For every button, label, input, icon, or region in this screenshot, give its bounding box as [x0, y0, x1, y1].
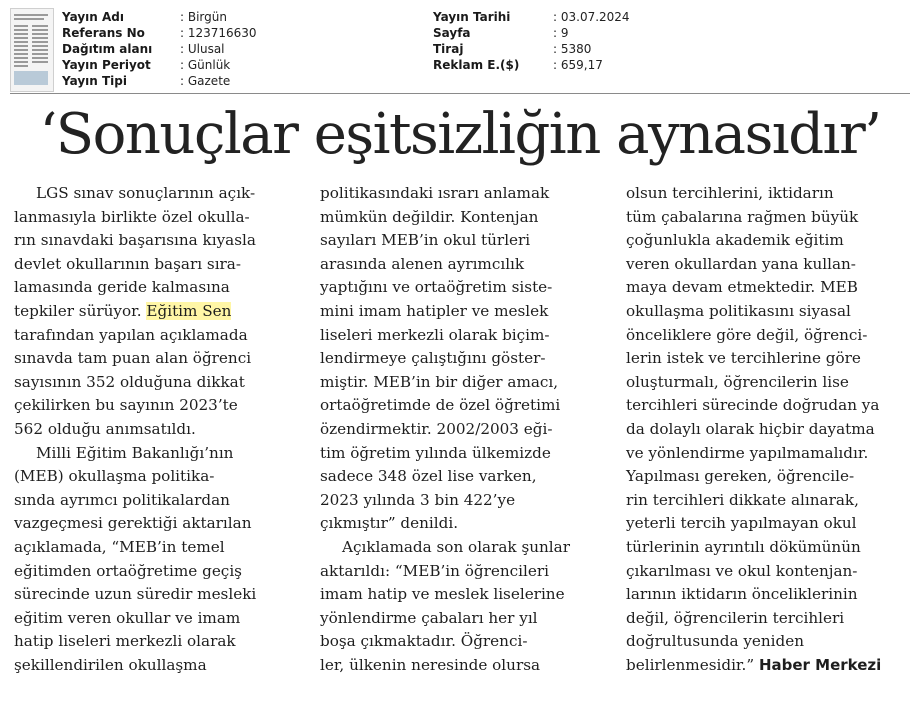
text-line: belirlenmesidir.”	[626, 655, 759, 674]
text-line: sınavda tam puan alan öğrenci	[14, 349, 252, 368]
article-headline: ‘Sonuçlar eşitsizliğin aynasıdır’	[39, 102, 881, 167]
text-line: Açıklamada son olarak şunlar	[342, 537, 570, 556]
meta-value: : 03.07.2024	[553, 10, 630, 24]
meta-key: Sayfa	[433, 26, 471, 40]
meta-row	[62, 9, 257, 25]
text-line: politikasındaki ısrarı anlamak	[320, 184, 550, 202]
meta-row	[62, 41, 257, 57]
text-line: lendirmeye çalıştığını göster-	[320, 349, 546, 368]
text-line: aktarıldı: “MEB’in öğrencileri	[320, 561, 549, 580]
text-line: yeterli tercih yapılmayan okul	[626, 514, 857, 533]
article-paragraph	[320, 536, 605, 678]
text-line: türlerinin ayrıntılı dökümünün	[626, 537, 861, 556]
meta-value: : Birgün	[180, 10, 227, 24]
text-line: veren okullardan yana kullan-	[626, 254, 856, 273]
article-paragraph	[626, 182, 910, 677]
meta-row	[433, 25, 630, 41]
text-line: okullaşma politikasını siyasal	[626, 301, 851, 320]
meta-row	[433, 41, 630, 57]
text-line: açıklamada, “MEB’in temel	[14, 537, 225, 556]
text-line: Milli Eğitim Bakanlığı’nın	[36, 443, 234, 462]
text-line: lamasında geride kalmasına	[14, 278, 230, 297]
text-line: 2023 yılında 3 bin 422’ye	[320, 490, 516, 509]
text-line: tarafından yapılan açıklamada	[14, 325, 248, 344]
text-line: çıkarılması ve okul kontenjan-	[626, 561, 858, 580]
text-line: sadece 348 özel lise varken,	[320, 467, 537, 486]
text-line: eğitim veren okullar ve imam	[14, 608, 241, 627]
text-line: eğitimden ortaöğretime geçiş	[14, 561, 242, 580]
text-line: yönlendirme çabaları her yıl	[320, 608, 538, 627]
meta-value: : Gazete	[180, 74, 231, 88]
meta-row	[433, 9, 630, 25]
text-line: maya devam etmektedir. MEB	[626, 278, 858, 297]
text-line: Yapılması gereken, öğrencile-	[626, 467, 855, 486]
text-line: çekilirken bu sayının 2023’te	[14, 396, 238, 415]
text-line: oluşturmalı, öğrencilerin lise	[626, 372, 849, 391]
text-line: çoğunlukla akademik eğitim	[626, 231, 844, 250]
text-line: lanmasıyla birlikte özel okulla-	[14, 207, 250, 226]
meta-value: : 9	[553, 26, 569, 40]
text-line: sayıları MEB’in okul türleri	[320, 231, 531, 250]
meta-value: : 123716630	[180, 26, 257, 40]
text-line: ve yönlendirme yapılmamalıdır.	[626, 443, 869, 462]
article-paragraph	[14, 182, 296, 442]
publication-meta-right	[433, 9, 630, 73]
author-signature: Haber Merkezi	[758, 655, 882, 674]
page-thumbnail	[10, 8, 54, 92]
text-line: vazgeçmesi gerektiği aktarılan	[14, 514, 252, 533]
meta-key: Dağıtım alanı	[62, 42, 153, 56]
article-paragraph	[14, 442, 296, 678]
text-line: devlet okullarının başarı sıra-	[14, 254, 241, 273]
article-column-2	[320, 182, 605, 677]
text-line: doğrultusunda yeniden	[626, 632, 805, 651]
text-line: rın sınavdaki başarısına kıyasla	[14, 231, 256, 250]
text-line: özendirmektir. 2002/2003 eği-	[320, 419, 553, 438]
text-line: liseleri merkezli olarak biçim-	[320, 325, 550, 344]
meta-key: Referans No	[62, 26, 145, 40]
text-line: larının iktidarın önceliklerinin	[626, 585, 858, 604]
meta-key: Yayın Tipi	[62, 74, 127, 88]
meta-key: Yayın Tarihi	[433, 10, 511, 24]
text-line: miştir. MEB’in bir diğer amacı,	[320, 372, 559, 391]
text-line: tim öğretim yılında ülkemizde	[320, 443, 551, 462]
text-line: sında ayrımcı politikalardan	[14, 490, 230, 509]
meta-value: : 659,17	[553, 58, 603, 72]
publication-meta-left	[62, 9, 257, 89]
text-line: ler, ülkenin neresinde olursa	[320, 655, 541, 674]
text-line: boşa çıkmaktadır. Öğrenci-	[320, 632, 528, 651]
article-paragraph	[320, 182, 605, 536]
meta-key: Yayın Periyot	[62, 58, 151, 72]
meta-row	[62, 73, 257, 89]
meta-value: : 5380	[553, 42, 592, 56]
text-line: sürecinde uzun süredir mesleki	[14, 585, 257, 604]
text-line: tüm çabalarına rağmen büyük	[626, 207, 859, 226]
text-line: mümkün değildir. Kontenjan	[320, 207, 539, 226]
text-line: mini imam hatipler ve meslek	[320, 301, 549, 320]
text-line: imam hatip ve meslek liselerine	[320, 585, 565, 604]
article-column-1	[14, 182, 296, 677]
meta-row	[62, 25, 257, 41]
text-line: lerin istek ve tercihlerine göre	[626, 349, 861, 368]
text-line: tepkiler sürüyor.	[14, 301, 147, 320]
text-line: değil, öğrencilerin tercihleri	[626, 608, 845, 627]
text-line: yaptığını ve ortaöğretim siste-	[320, 278, 553, 297]
text-line: tercihleri sürecinde doğrudan ya	[626, 396, 880, 415]
text-line: çıkmıştır” denildi.	[320, 514, 459, 533]
meta-key: Reklam E.($)	[433, 58, 520, 72]
meta-value: : Günlük	[180, 58, 231, 72]
article-column-3	[626, 182, 910, 677]
text-line: sayısının 352 olduğuna dikkat	[14, 372, 245, 391]
meta-row	[62, 57, 257, 73]
meta-key: Tiraj	[433, 42, 464, 56]
text-line: olsun tercihlerini, iktidarın	[626, 184, 834, 202]
header-divider	[10, 93, 910, 94]
text-line: (MEB) okullaşma politika-	[14, 467, 215, 486]
text-line: rin tercihleri dikkate alınarak,	[626, 490, 859, 509]
meta-value: : Ulusal	[180, 42, 225, 56]
highlighted-organization: Eğitim Sen	[146, 301, 232, 320]
meta-row	[433, 57, 630, 73]
text-line: da dolaylı olarak hiçbir dayatma	[626, 419, 875, 438]
text-line: ortaöğretimde de özel öğretimi	[320, 396, 561, 415]
text-line: 562 olduğu anımsatıldı.	[14, 419, 196, 438]
meta-key: Yayın Adı	[62, 10, 124, 24]
text-line: şekillendirilen okullaşma	[14, 655, 207, 674]
text-line: hatip liseleri merkezli olarak	[14, 632, 236, 651]
text-line: LGS sınav sonuçlarının açık-	[36, 184, 256, 202]
text-line: önceliklere göre değil, öğrenci-	[626, 325, 868, 344]
text-line: arasında alenen ayrımcılık	[320, 254, 525, 273]
